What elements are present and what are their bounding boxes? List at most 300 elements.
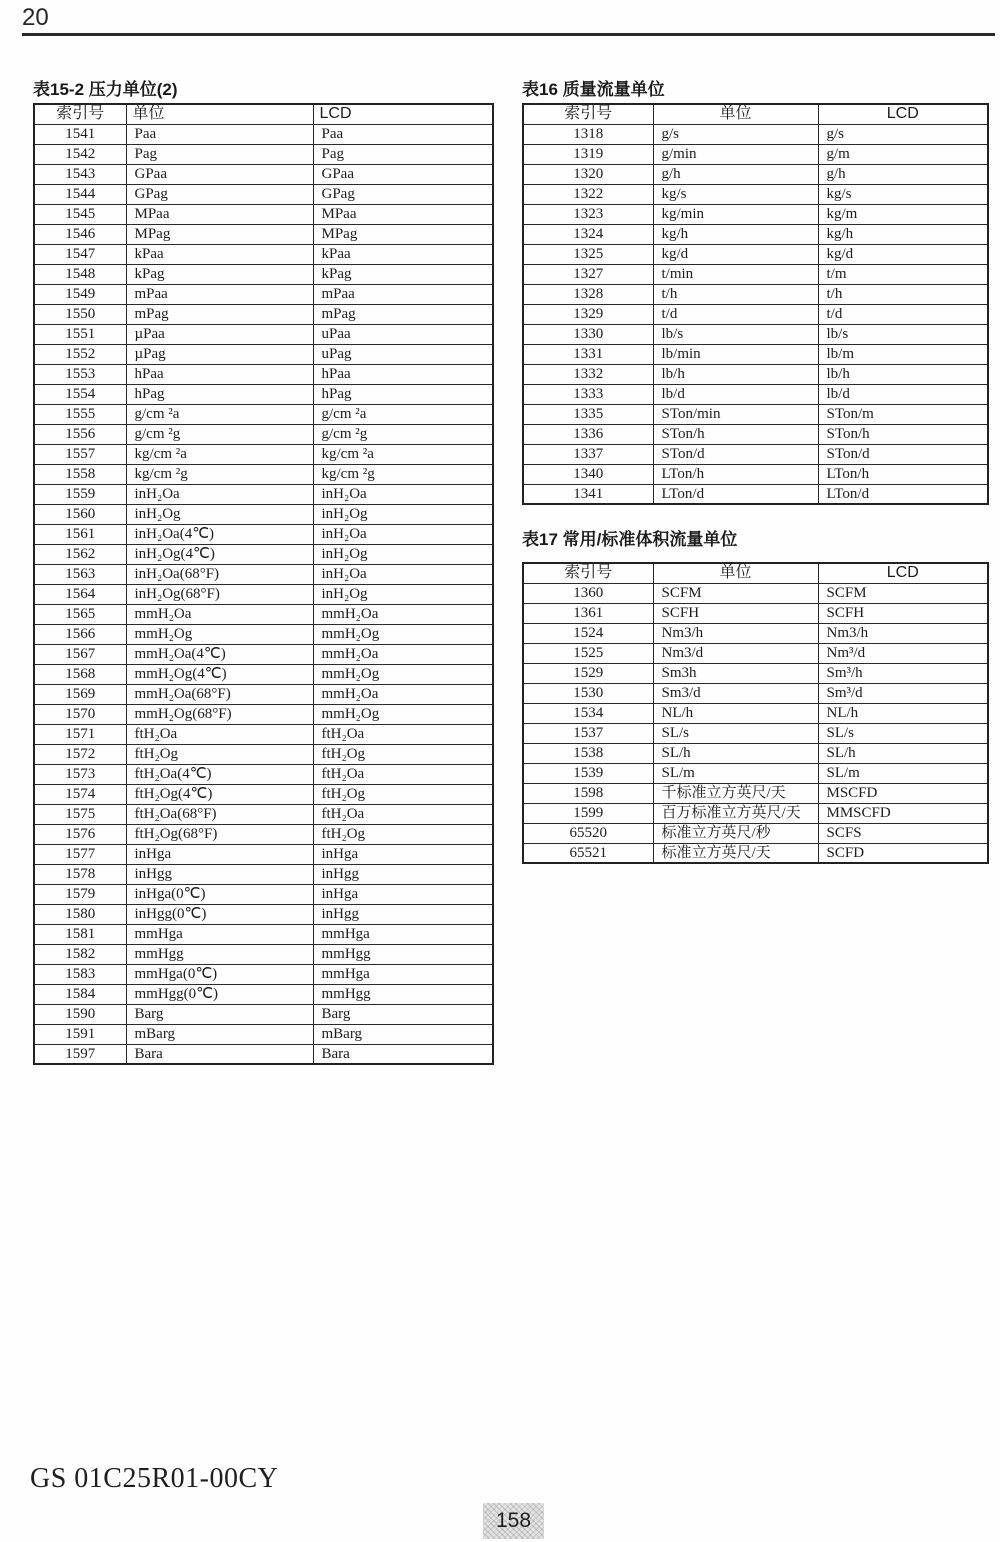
cell-unit: lb/min [653,344,818,364]
table-row [34,604,493,624]
table-row [523,404,988,424]
cell-lcd: GPag [313,184,493,204]
cell-lcd: SL/m [818,763,988,783]
cell-unit: LTon/h [653,464,818,484]
cell-unit: Barg [126,1004,313,1024]
table-row [34,964,493,984]
table-row [34,544,493,564]
table-row [34,284,493,304]
cell-unit: mmHga(0℃) [126,964,313,984]
cell-index: 1547 [34,244,126,264]
cell-lcd: lb/h [818,364,988,384]
table-row [523,424,988,444]
cell-index: 1323 [523,204,653,224]
cell-lcd: NL/h [818,703,988,723]
cell-lcd: kg/m [818,204,988,224]
cell-index: 1581 [34,924,126,944]
cell-lcd: kg/s [818,184,988,204]
cell-lcd: Sm³/h [818,663,988,683]
table-row [34,644,493,664]
cell-lcd: mmHgg [313,944,493,964]
cell-unit: MPag [126,224,313,244]
cell-index: 1584 [34,984,126,1004]
cell-lcd: inH₂Og [313,584,493,604]
cell-lcd: STon/h [818,424,988,444]
cell-unit: mmH₂Oa [126,604,313,624]
cell-index: 1574 [34,784,126,804]
cell-index: 1559 [34,484,126,504]
cell-index: 1360 [523,583,653,603]
cell-index: 1572 [34,744,126,764]
cell-index: 1330 [523,324,653,344]
cell-index: 1318 [523,124,653,144]
cell-lcd: ftH₂Og [313,744,493,764]
cell-index: 1325 [523,244,653,264]
cell-lcd: mBarg [313,1024,493,1044]
cell-lcd: uPaa [313,324,493,344]
cell-unit: ftH₂Og [126,744,313,764]
table-row [523,144,988,164]
table-row [523,464,988,484]
cell-unit: g/cm ²g [126,424,313,444]
cell-index: 1564 [34,584,126,604]
cell-index: 1571 [34,724,126,744]
cell-unit: µPaa [126,324,313,344]
cell-unit: 千标准立方英尺/天 [653,783,818,803]
cell-index: 1546 [34,224,126,244]
cell-index: 1577 [34,844,126,864]
cell-index: 1590 [34,1004,126,1024]
cell-lcd: Nm3/h [818,623,988,643]
cell-lcd: MPaa [313,204,493,224]
table-row [523,184,988,204]
table-row [34,304,493,324]
cell-index: 1582 [34,944,126,964]
cell-unit: 标准立方英尺/天 [653,843,818,863]
cell-unit: mmHgg [126,944,313,964]
cell-unit: Pag [126,144,313,164]
cell-index: 1324 [523,224,653,244]
table-row [34,904,493,924]
cell-unit: g/min [653,144,818,164]
cell-index: 1333 [523,384,653,404]
cell-unit: mmH₂Og [126,624,313,644]
header-row [523,563,988,583]
cell-unit: mPaa [126,284,313,304]
cell-lcd: Bara [313,1044,493,1064]
cell-lcd: Barg [313,1004,493,1024]
cell-unit: µPag [126,344,313,364]
cell-index: 1558 [34,464,126,484]
cell-unit: ftH₂Oa(68°F) [126,804,313,824]
cell-index: 1544 [34,184,126,204]
cell-lcd: g/s [818,124,988,144]
table-row [523,643,988,663]
cell-index: 1543 [34,164,126,184]
table-row [523,344,988,364]
table-row [34,444,493,464]
column-header: 单位 [126,104,313,124]
cell-unit: ftH₂Og(68°F) [126,824,313,844]
cell-lcd: mmHgg [313,984,493,1004]
cell-lcd: mmH₂Og [313,624,493,644]
cell-lcd: mPaa [313,284,493,304]
cell-lcd: lb/s [818,324,988,344]
cell-index: 1340 [523,464,653,484]
cell-unit: Nm3/d [653,643,818,663]
cell-index: 1583 [34,964,126,984]
cell-unit: inH₂Oa [126,484,313,504]
cell-lcd: ftH₂Oa [313,764,493,784]
cell-index: 1548 [34,264,126,284]
cell-lcd: lb/d [818,384,988,404]
table-row [34,164,493,184]
cell-unit: mmHgg(0℃) [126,984,313,1004]
table16-title: 表16 质量流量单位 [522,80,665,99]
table15-title: 表15-2 压力单位(2) [33,80,178,99]
cell-lcd: SCFM [818,583,988,603]
cell-lcd: inH₂Oa [313,484,493,504]
cell-index: 1573 [34,764,126,784]
cell-unit: ftH₂Og(4℃) [126,784,313,804]
cell-lcd: MPag [313,224,493,244]
cell-index: 1336 [523,424,653,444]
table-row [523,284,988,304]
table-row [523,124,988,144]
table-row [34,984,493,1004]
table-row [34,1024,493,1044]
cell-index: 1331 [523,344,653,364]
cell-unit: Sm3/d [653,683,818,703]
table-row [523,603,988,623]
cell-lcd: inHgg [313,904,493,924]
cell-lcd: SCFD [818,843,988,863]
cell-index: 1329 [523,304,653,324]
table-row [523,623,988,643]
table-row [34,364,493,384]
table-row [34,764,493,784]
table-row [34,524,493,544]
cell-unit: kg/s [653,184,818,204]
chapter-number: 20 [22,4,49,31]
cell-unit: GPaa [126,164,313,184]
cell-unit: inH₂Og [126,504,313,524]
cell-lcd: g/h [818,164,988,184]
cell-unit: kg/h [653,224,818,244]
cell-index: 1538 [523,743,653,763]
cell-unit: mmH₂Oa(68°F) [126,684,313,704]
cell-unit: ftH₂Oa(4℃) [126,764,313,784]
cell-lcd: t/m [818,264,988,284]
table-row [34,564,493,584]
table-row [523,484,988,504]
cell-lcd: kg/cm ²g [313,464,493,484]
cell-unit: kg/cm ²g [126,464,313,484]
cell-lcd: hPaa [313,364,493,384]
cell-unit: hPaa [126,364,313,384]
cell-lcd: hPag [313,384,493,404]
column-header: 单位 [653,563,818,583]
table-row [523,663,988,683]
table-row [34,1004,493,1024]
table-row [34,344,493,364]
cell-unit: SL/s [653,723,818,743]
cell-index: 1322 [523,184,653,204]
cell-lcd: MMSCFD [818,803,988,823]
cell-unit: inH₂Og(4℃) [126,544,313,564]
cell-lcd: g/cm ²g [313,424,493,444]
cell-unit: STon/d [653,444,818,464]
table-row [34,744,493,764]
table-row [34,664,493,684]
cell-unit: g/cm ²a [126,404,313,424]
cell-index: 1341 [523,484,653,504]
pressure-units-table [33,103,494,1065]
cell-index: 1599 [523,803,653,823]
cell-index: 1328 [523,284,653,304]
cell-lcd: ftH₂Og [313,784,493,804]
cell-unit: mBarg [126,1024,313,1044]
cell-index: 1361 [523,603,653,623]
table-row [523,204,988,224]
cell-lcd: inHga [313,844,493,864]
volume-flow-units-table [522,562,989,864]
cell-unit: SCFH [653,603,818,623]
table-row [34,624,493,644]
table-row [34,584,493,604]
table-row [34,704,493,724]
table-row [523,723,988,743]
cell-lcd: mmH₂Og [313,664,493,684]
cell-lcd: LTon/d [818,484,988,504]
cell-index: 1566 [34,624,126,644]
cell-lcd: kg/d [818,244,988,264]
cell-index: 1319 [523,144,653,164]
cell-unit: mmH₂Og(68°F) [126,704,313,724]
table-row [34,424,493,444]
cell-lcd: kPaa [313,244,493,264]
cell-unit: Paa [126,124,313,144]
cell-lcd: uPag [313,344,493,364]
table-row [523,364,988,384]
table-row [34,784,493,804]
cell-lcd: inH₂Oa [313,564,493,584]
cell-index: 1560 [34,504,126,524]
cell-index: 1337 [523,444,653,464]
header-row [523,104,988,124]
cell-index: 1575 [34,804,126,824]
table-row [34,244,493,264]
cell-index: 1552 [34,344,126,364]
cell-lcd: STon/m [818,404,988,424]
table-row [523,444,988,464]
cell-index: 1597 [34,1044,126,1064]
cell-unit: STon/min [653,404,818,424]
cell-unit: mmHga [126,924,313,944]
cell-index: 1556 [34,424,126,444]
table17-title: 表17 常用/标准体积流量单位 [522,530,738,549]
table-row [34,864,493,884]
cell-lcd: g/cm ²a [313,404,493,424]
cell-lcd: LTon/h [818,464,988,484]
cell-index: 65520 [523,823,653,843]
cell-unit: STon/h [653,424,818,444]
cell-unit: SL/m [653,763,818,783]
cell-lcd: kg/cm ²a [313,444,493,464]
cell-lcd: lb/m [818,344,988,364]
cell-index: 1568 [34,664,126,684]
cell-unit: t/d [653,304,818,324]
column-header: LCD [818,104,988,124]
cell-index: 1530 [523,683,653,703]
cell-index: 1580 [34,904,126,924]
cell-unit: hPag [126,384,313,404]
cell-index: 1551 [34,324,126,344]
column-header: 单位 [653,104,818,124]
cell-index: 1335 [523,404,653,424]
table-row [34,1044,493,1064]
cell-lcd: SL/s [818,723,988,743]
table-row [523,763,988,783]
cell-lcd: mmH₂Oa [313,604,493,624]
table-row [34,504,493,524]
table-row [34,844,493,864]
cell-index: 1563 [34,564,126,584]
table-row [523,823,988,843]
cell-unit: 标准立方英尺/秒 [653,823,818,843]
cell-lcd: kPag [313,264,493,284]
cell-index: 1534 [523,703,653,723]
cell-unit: GPag [126,184,313,204]
cell-lcd: inH₂Oa [313,524,493,544]
cell-index: 1545 [34,204,126,224]
cell-lcd: inH₂Og [313,504,493,524]
cell-lcd: mmH₂Oa [313,644,493,664]
cell-unit: kg/cm ²a [126,444,313,464]
table-row [523,264,988,284]
table-row [523,703,988,723]
cell-index: 1555 [34,404,126,424]
cell-unit: LTon/d [653,484,818,504]
cell-lcd: MSCFD [818,783,988,803]
cell-unit: SL/h [653,743,818,763]
cell-unit: Sm3h [653,663,818,683]
cell-lcd: SCFH [818,603,988,623]
cell-unit: ftH₂Oa [126,724,313,744]
cell-index: 65521 [523,843,653,863]
cell-index: 1598 [523,783,653,803]
table-row [34,924,493,944]
cell-index: 1561 [34,524,126,544]
cell-index: 1569 [34,684,126,704]
table-row [523,843,988,863]
table-row [34,884,493,904]
cell-unit: inHga(0℃) [126,884,313,904]
cell-lcd: Nm³/d [818,643,988,663]
cell-index: 1320 [523,164,653,184]
table-row [34,264,493,284]
table-row [34,484,493,504]
cell-unit: Nm3/h [653,623,818,643]
cell-index: 1557 [34,444,126,464]
cell-lcd: GPaa [313,164,493,184]
table-row [34,804,493,824]
cell-lcd: inHgg [313,864,493,884]
page-number-badge: 158 [483,1503,544,1539]
cell-unit: 百万标准立方英尺/天 [653,803,818,823]
column-header: 索引号 [34,104,126,124]
table-row [34,124,493,144]
cell-unit: mPag [126,304,313,324]
table-row [523,743,988,763]
cell-lcd: Pag [313,144,493,164]
cell-lcd: g/m [818,144,988,164]
cell-index: 1524 [523,623,653,643]
cell-unit: mmH₂Oa(4℃) [126,644,313,664]
table-row [523,803,988,823]
table-row [523,304,988,324]
cell-unit: kg/d [653,244,818,264]
cell-index: 1542 [34,144,126,164]
cell-index: 1541 [34,124,126,144]
cell-index: 1570 [34,704,126,724]
column-header: LCD [313,104,493,124]
cell-lcd: mPag [313,304,493,324]
cell-lcd: STon/d [818,444,988,464]
cell-unit: mmH₂Og(4℃) [126,664,313,684]
cell-index: 1562 [34,544,126,564]
table-row [34,404,493,424]
table-row [34,204,493,224]
cell-index: 1539 [523,763,653,783]
cell-unit: g/s [653,124,818,144]
cell-lcd: mmHga [313,924,493,944]
cell-lcd: kg/h [818,224,988,244]
column-header: 索引号 [523,563,653,583]
cell-index: 1578 [34,864,126,884]
table-row [34,464,493,484]
cell-index: 1553 [34,364,126,384]
cell-unit: inHgg(0℃) [126,904,313,924]
cell-index: 1576 [34,824,126,844]
table-row [523,244,988,264]
table-row [523,324,988,344]
cell-unit: inH₂Og(68°F) [126,584,313,604]
table-row [34,944,493,964]
right-column [522,80,987,864]
cell-unit: NL/h [653,703,818,723]
mass-flow-units-table [522,103,989,505]
cell-lcd: t/d [818,304,988,324]
cell-unit: t/h [653,284,818,304]
table-row [34,684,493,704]
header-row [34,104,493,124]
cell-unit: Bara [126,1044,313,1064]
cell-lcd: ftH₂Oa [313,804,493,824]
table-row [34,324,493,344]
table-row [523,384,988,404]
cell-lcd: inH₂Og [313,544,493,564]
table-row [34,144,493,164]
table-row [523,583,988,603]
cell-lcd: t/h [818,284,988,304]
cell-index: 1537 [523,723,653,743]
cell-lcd: Paa [313,124,493,144]
cell-unit: MPaa [126,204,313,224]
doc-number: GS 01C25R01-00CY [30,1463,279,1494]
cell-unit: lb/s [653,324,818,344]
cell-lcd: ftH₂Og [313,824,493,844]
